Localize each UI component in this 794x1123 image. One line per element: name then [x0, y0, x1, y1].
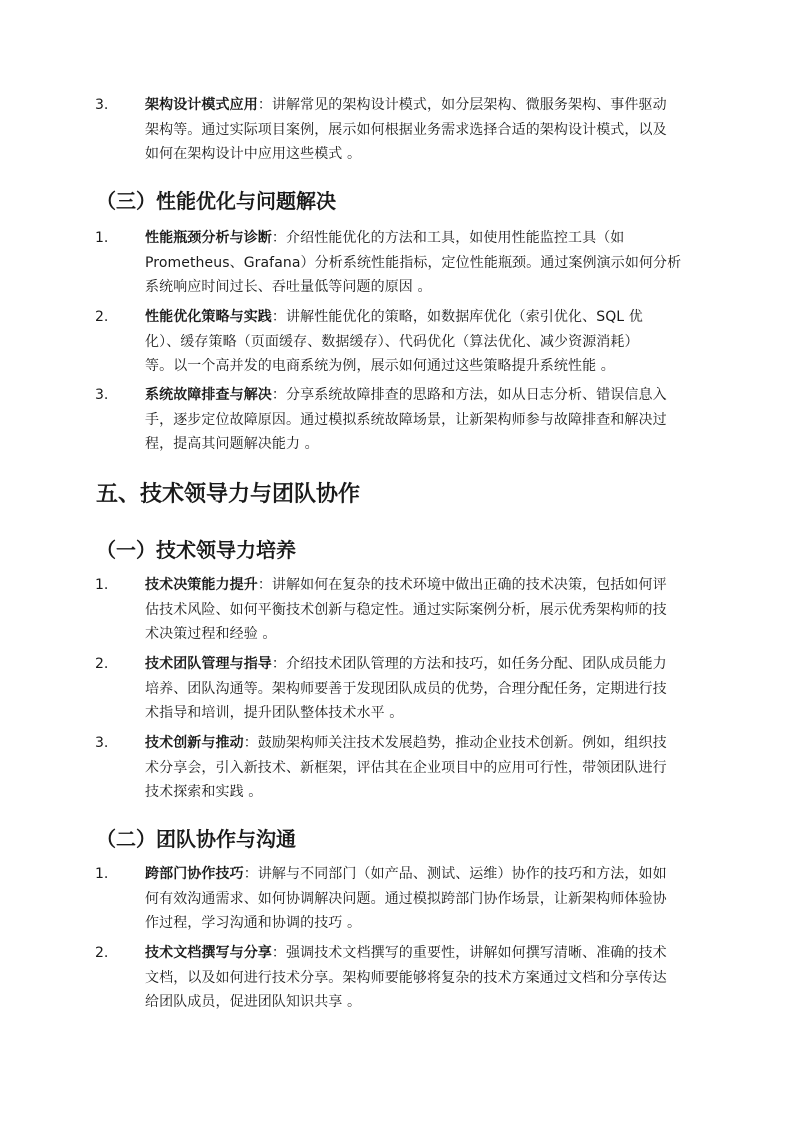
list-number: 2. [95, 309, 109, 325]
list-item [95, 731, 707, 805]
item-text: 估技术风险、如何平衡技术创新与稳定性。通过实际案例分析，展示优秀架构师的技 [145, 601, 667, 618]
section-heading: （一）技术领导力培养 [96, 538, 296, 562]
item-text: ：介绍性能优化的方法和工具，如使用性能监控工具（如 [271, 230, 625, 246]
item-text: ：介绍技术团队管理的方法和技巧，如任务分配、团队成员能力 [271, 656, 667, 672]
item-text: ：强调技术文档撰写的重要性，讲解如何撰写清晰、准确的技术 [271, 945, 667, 961]
section-heading: （三）性能优化与问题解决 [96, 189, 336, 213]
item-text: ：讲解如何在复杂的技术环境中做出正确的技术决策，包括如何评 [257, 577, 667, 593]
item-text: 培养、团队沟通等。架构师要善于发现团队成员的优势，合理分配任务，定期进行技 [145, 680, 667, 697]
list-item [95, 862, 707, 936]
item-text: Prometheus、Grafana）分析系统性能指标，定位性能瓶颈。通过案例演示如何分析 [145, 254, 682, 271]
list-number: 2. [95, 656, 109, 672]
list-item [95, 93, 707, 167]
item-text: 架构等。通过实际项目案例，展示如何根据业务需求选择合适的架构设计模式，以及 [145, 121, 667, 138]
item-text: 等。以一个高并发的电商系统为例，展示如何通过这些策略提升系统性能 。 [145, 358, 615, 374]
item-text: 技术探索和实践 。 [145, 784, 263, 800]
item-text: 术分享会，引入新技术、新框架，评估其在企业项目中的应用可行性，带领团队进行 [145, 759, 667, 776]
item-text: ：讲解性能优化的策略，如数据库优化（索引优化、SQL 优 [271, 309, 643, 325]
list-number: 3. [95, 387, 109, 403]
list-number: 1. [95, 230, 109, 246]
chapter-heading: 五、技术领导力与团队协作 [96, 482, 361, 507]
list-item [95, 226, 707, 300]
item-text: 术指导和培训，提升团队整体技术水平 。 [145, 705, 404, 721]
list-item [95, 652, 707, 726]
item-title: 性能瓶颈分析与诊断 [145, 230, 272, 246]
item-text: 程，提高其问题解决能力 。 [145, 436, 319, 452]
item-text: 化）、缓存策略（页面缓存、数据缓存）、代码优化（算法优化、减少资源消耗） [145, 333, 639, 350]
list-number: 1. [95, 577, 109, 593]
item-title: 技术创新与推动 [145, 735, 244, 751]
item-text: 何有效沟通需求、如何协调解决问题。通过模拟跨部门协作场景，让新架构师体验协 [145, 890, 667, 907]
item-text: 术决策过程和经验 。 [145, 626, 277, 642]
item-title: 技术文档撰写与分享 [145, 945, 272, 961]
list-item [95, 573, 707, 647]
item-title: 架构设计模式应用 [145, 97, 258, 113]
item-text: 文档，以及如何进行技术分享。架构师要能够将复杂的技术方案通过文档和分享传达 [145, 969, 667, 986]
item-text: ：分享系统故障排查的思路和方法，如从日志分析、错误信息入 [271, 387, 667, 403]
list-number: 2. [95, 945, 109, 961]
list-number: 3. [95, 735, 109, 751]
item-text: ：鼓励架构师关注技术发展趋势，推动企业技术创新。例如，组织技 [243, 735, 667, 751]
item-title: 性能优化策略与实践 [145, 309, 272, 325]
item-title: 跨部门协作技巧 [145, 866, 244, 882]
item-title: 技术决策能力提升 [145, 577, 258, 593]
item-text: 手，逐步定位故障原因。通过模拟系统故障场景，让新架构师参与故障排查和解决过 [145, 411, 667, 428]
item-text: ：讲解常见的架构设计模式，如分层架构、微服务架构、事件驱动 [257, 97, 667, 113]
section-heading: （二）团队协作与沟通 [96, 827, 296, 851]
list-item [95, 305, 707, 379]
list-number: 1. [95, 866, 109, 882]
item-text: ：讲解与不同部门（如产品、测试、运维）协作的技巧和方法，如如 [243, 866, 667, 882]
item-text: 如何在架构设计中应用这些模式 。 [145, 146, 362, 162]
list-number: 3. [95, 97, 109, 113]
item-title: 系统故障排查与解决 [145, 387, 272, 403]
item-title: 技术团队管理与指导 [145, 656, 272, 672]
item-text: 给团队成员，促进团队知识共享 。 [145, 994, 362, 1010]
list-item [95, 383, 707, 457]
item-text: 作过程，学习沟通和协调的技巧 。 [145, 915, 362, 931]
item-text: 系统响应时间过长、吞吐量低等问题的原因 。 [145, 279, 432, 295]
list-item [95, 941, 707, 1015]
